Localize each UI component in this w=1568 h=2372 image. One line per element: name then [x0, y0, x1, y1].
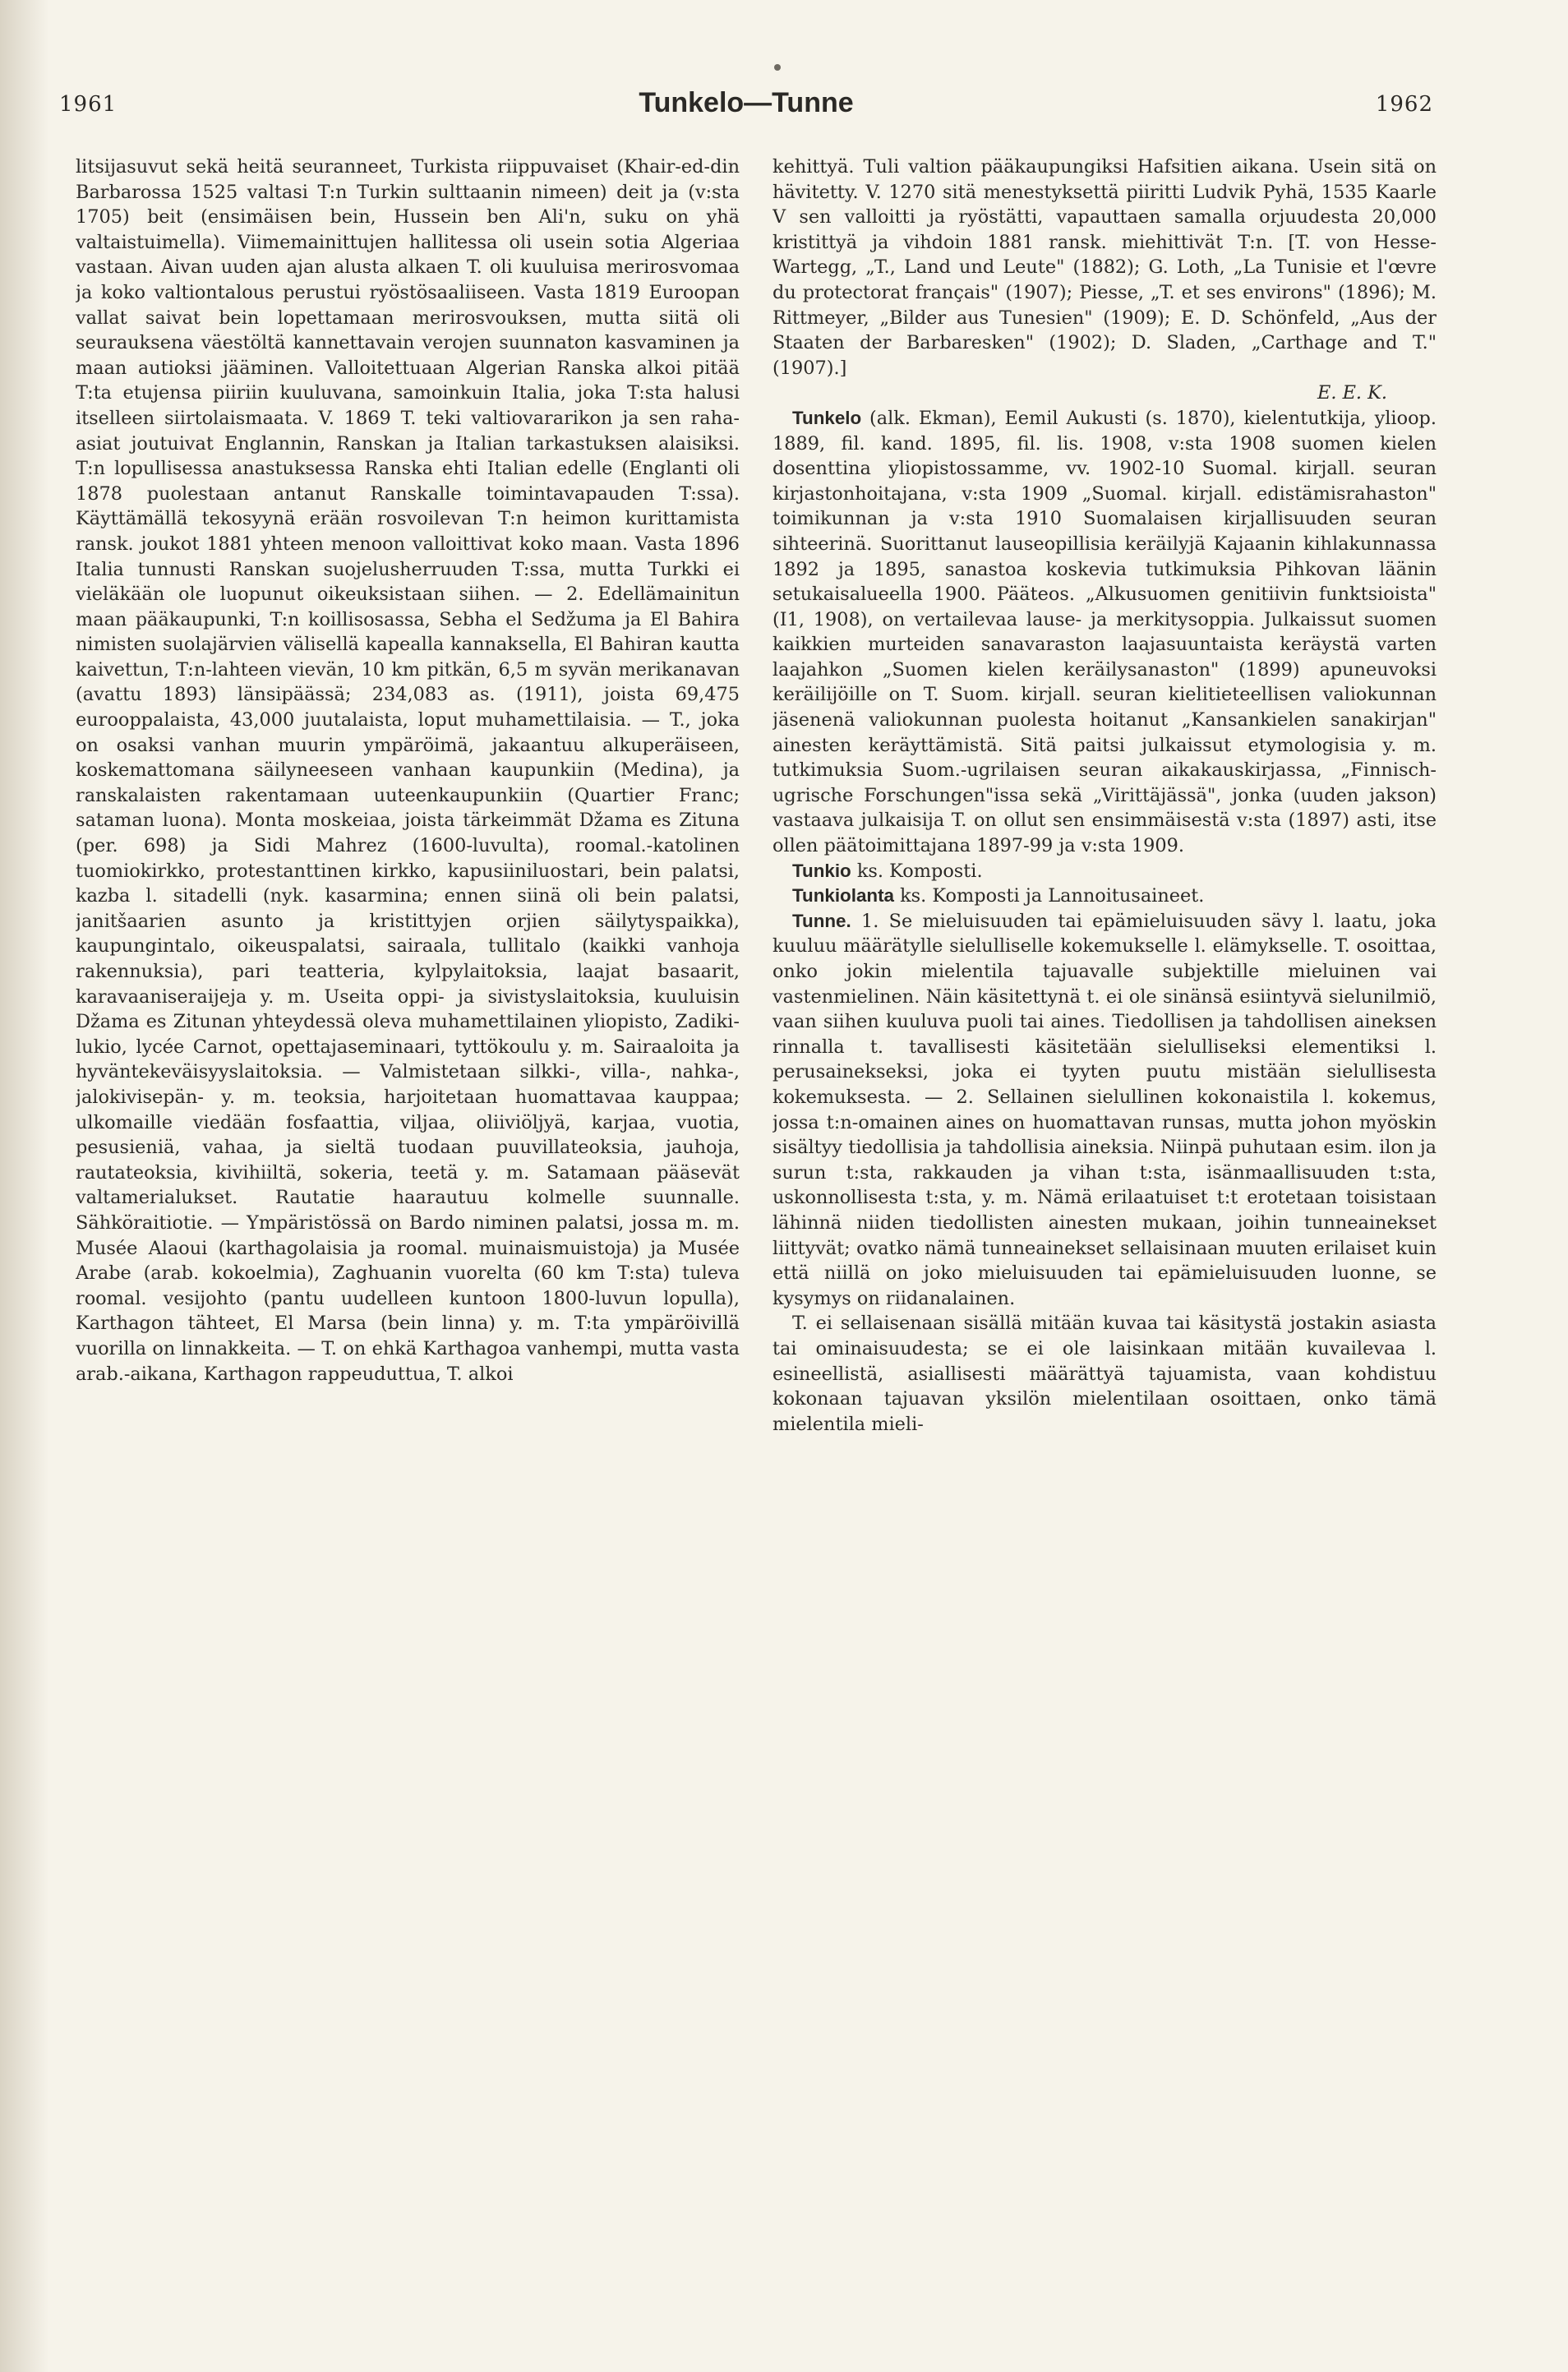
tunis-signature: E. E. K.: [1317, 382, 1387, 404]
left-column-number: 1961: [59, 92, 118, 117]
right-column: [772, 155, 1437, 2316]
entry-text: ks. Komposti ja Lannoitusaineet.: [900, 885, 1205, 907]
entry-text: (alk. Ekman), Eemil Aukusti (s. 1870), kielentutkija, ylioop. 1889, fil. kand. 1895, fil. lis. 1908, v:sta 1908 suomen kielen dosenttina yliopistossamme, vv. 1902-10 Suomal. kirjall. seuran kirjastonhoitajana, v:sta 1909 „Suomal. kirjall. edistämisrahaston" toimikunnan ja v:sta 1910 Suomalaisen kirjallisuuden seuran sihteerinä. Suorittanut lauseopillisia keräilyjä Kajaanin kihlakunnassa 1892 ja 1895, sanastoa koskevia tutkimuksia Pihkovan läänin setukaisalueella 1900. Pääteos. „Alkusuomen genitiivin funktsioista" (I1, 1908), on vertailevaa lause- ja merkitysoppia. Julkaissut suomen kaikkien murteiden sanavaraston laajasuuntaista keräystä varten laajahkon „Suomen kielen keräilysanaston" (1899) apuneuvoksi keräilijöille on T. Suom. kirjall. seuran kielitieteellisen valiokunnan jäsenenä valiokunnan puolesta hoitanut „Kansankielen sanakirjan" ainesten keräyttämistä. Sitä paitsi julkaissut etymologisia y. m. tutkimuksia Suom.-ugrilaisen seuran aikakauskirjassa, „Finnisch-ugrische Forschungen"issa sekä „Virittäjässä", jonka (uuden jakson) vastaava julkaisija T. on ollut sen ensimmäisestä v:sta (1897) asti, itse ollen päätoimittajana 1897-99 ja v:sta 1909.: [772, 407, 1437, 857]
right-column-number: 1962: [1375, 92, 1433, 117]
tunis-article-continuation: litsijasuvut sekä heitä seuranneet, Turkista riippuvaiset (Khair-ed-din Barbarossa 1525 valtasi T:n Turkin sulttaanin nimeen) deit ja (v:sta 1705) beit (ensimäisen bein, Hussein ben Ali'n, suku on yhä valtaistuimella). Viimemainittujen hallitessa oli usein sotia Algeriaa vastaan. Aivan uuden ajan alusta alkaen T. oli kuuluisa merirosvomaa ja koko valtiontalous perustui ryöstösaaliiseen. Vasta 1819 Euroopan vallat saivat bein lopettamaan merirosvouksen, mutta siitä oli seurauksena väestöltä kannettavain verojen suunnaton kasvaminen ja maan autioksi jääminen. Valloitettuaan Algerian Ranska alkoi pitää T:ta etujensa piiriin kuuluvana, samoinkuin Italia, joka T:sta halusi itselleen siirtolaismaata. V. 1869 T. teki valtiovararikon ja sen raha-asiat joutuivat Englannin, Ranskan ja Italian tarkastuksen alaisiksi. T:n lopullisessa anastuksessa Ranska ehti Italian edelle (Englanti oli 1878 puolestaan antanut Ranskalle toimintavapauden T:ssa). Käyttämällä tekosyynä erään rosvoilevan T:n heimon kurittamista ransk. joukot 1881 yhteen menoon valloittivat koko maan. Vasta 1896 Italia tunnusti Ranskan suojelusherruuden T:ssa, mutta Turkki ei vieläkään ole luopunut oikeuksistaan siihen. — 2. Edellämainitun maan pääkaupunki, T:n koillisosassa, Sebha el Sedžuma ja El Bahira nimisten suolajärvien välisellä kapealla kannaksella, El Bahiran kautta kaivettun, T:n-lahteen vievän, 10 km pitkän, 6,5 m syvän merikanavan (avattu 1893) länsipäässä; 234,083 as. (1911), joista 69,475 eurooppalaista, 43,000 juutalaista, loput muhamettilaisia. — T., joka on osaksi vanhan muurin ympäröimä, jakaantuu alkuperäiseen, koskemattomana säilyneeseen vanhaan kaupunkiin (Medina), ja ranskalaisten rakentamaan uuteenkaupunkiin (Quartier Franc; sataman luona). Monta moskeiaa, joista tärkeimmät Džama es Zituna (per. 698) ja Sidi Mahrez (1600-luvulta), roomal.-katolinen tuomiokirkko, protestanttinen kirkko, kapusiiniluostari, bein palatsi, kazba l. sitadelli (nyk. kasarmina; ennen siinä oli bein palatsi, janitšaarien asunto ja kristittyjen orjien säilytyspaikka), kaupungintalo, oikeuspalatsi, sairaala, tullitalo (kaikki vanhoja rakennuksia), pari teatteria, kylpylaitoksia, laajat basaarit, karavaaniseraijeja y. m. Useita oppi- ja sivistyslaitoksia, kuuluisin Džama es Zitunan yhteydessä oleva muhamettilainen yliopisto, Zadiki-lukio, lycée Carnot, opettajaseminaari, tyttökoulu y. m. Sairaaloita ja hyväntekeväisyyslaitoksia. — Valmistetaan silkki-, villa-, nahka-, jalokivisepän- y. m. teoksia, harjoitetaan huomattavaa kauppaa; ulkomaille viedään fosfaattia, viljaa, oliiviöljyä, karjaa, vuotia, pesusieniä, vahaa, ja sieltä tuodaan puuvillateoksia, jauhoja, rautateoksia, kivihiiltä, sokeria, teetä y. m. Satamaan pääsevät valtamerialukset. Rautatie haarautuu kolmelle suunnalle. Sähköraitiotie. — Ympäristössä on Bardo niminen palatsi, jossa m. m. Musée Alaoui (karthagolaisia ja roomal. muinaismuistoja) ja Musée Arabe (arab. kokoelmia), Zaghuanin vuorelta (60 km T:sta) tuleva roomal. vesijohto (pantu uudelleen kuntoon 1800-luvun lopulla), Karthagon tähteet, El Marsa (bein linna) y. m. T:ta ympäröivillä vuorilla on linnakkeita. — T. on ehkä Karthagoa vanhempi, mutta vasta arab.-aikana, Karthagon rappeuduttua, T. alkoi: [76, 156, 740, 1385]
print-mark: [774, 64, 781, 71]
entry-term: Tunkiolanta: [792, 885, 894, 907]
entry-tunne-paragraph-2: T. ei sellaisenaan sisällä mitään kuvaa tai käsitystä jostakin asiasta tai ominaisuudesta; se ei ole laisinkaan mitään kuvailevaa l. esineellistä, asiallisesti määrättyä tajuamista, vaan kohdistuu kokonaan tajuavan yksilön mielentilaan osoittaen, onko tämä mielentila mieli-: [772, 1313, 1437, 1435]
entry-tunkelo: [772, 406, 1437, 859]
entry-tunkio: [772, 859, 1437, 884]
page-header: [59, 87, 1433, 141]
entry-tunne: [772, 909, 1437, 1312]
entry-text: 1. Se mieluisuuden tai epämieluisuuden sävy l. laatu, joka kuuluu määrätylle sielulliselle kokemukselle l. elämykselle. T. osoittaa, onko jokin mielentila tajuavalle subjektille mieluinen vai vastenmielinen. Näin käsitettynä t. ei ole sinänsä esiintyvä sielunilmiö, vaan siihen kuuluva puoli tai aines. Tiedollisen ja tahdollisen aineksen rinnalla t. tavallisesti käsitetään sielulliseksi elementiksi l. perusainekseksi, joka ei tyyten puutu mistään sielullisesta kokemuksesta. — 2. Sellainen sielullinen kokonaistila l. kokemus, jossa t:n-omainen aines on huomattavan runsas, mutta johon myöskin sisältyy tiedollisia ja tahdollisia aineksia. Niinpä puhutaan esim. ilon ja surun t:sta, rakkauden ja vihan t:sta, isänmaallisuuden t:sta, uskonnollisesta t:sta, y. m. Nämä erilaatuiset t:t erotetaan toisistaan lähinnä niiden tiedollisten ainesten mukaan, joihin tunneainekset liittyvät; ovatko nämä tunneainekset sellaisinaan muuten erilaiset kuin että niillä on joko mieluisuuden tai epämieluisuuden luonne, se kysymys on riidanalainen.: [772, 910, 1437, 1309]
entry-text: ks. Komposti.: [856, 860, 983, 882]
page-title: Tunkelo—Tunne: [639, 87, 854, 118]
page-edge-shadow: [0, 0, 49, 2372]
entry-term: Tunne.: [792, 910, 851, 931]
left-column: [76, 155, 740, 2316]
entry-term: Tunkio: [792, 860, 851, 881]
entry-tunkiolanta: [772, 884, 1437, 909]
tunis-article-end: kehittyä. Tuli valtion pääkaupungiksi Hafsitien aikana. Usein sitä on hävitetty. V. 1270 sitä menestyksettä piiritti Ludvik Pyhä, 1535 Kaarle V sen valloitti ja ryöstätti, vapauttaen samalla orjuudesta 20,000 kristittyä ja vihdoin 1881 ransk. miehittivät T:n. [T. von Hesse-Wartegg, „T., Land und Leute" (1882); G. Loth, „La Tunisie et l'œvre du protectorat français" (1907); Piesse, „T. et ses environs" (1896); M. Rittmeyer, „Bilder aus Tunesien" (1909); E. D. Schönfeld, „Aus der Staaten der Barbaresken" (1902); D. Sladen, „Carthage and T." (1907).]: [772, 156, 1437, 379]
entry-term: Tunkelo: [792, 407, 862, 428]
